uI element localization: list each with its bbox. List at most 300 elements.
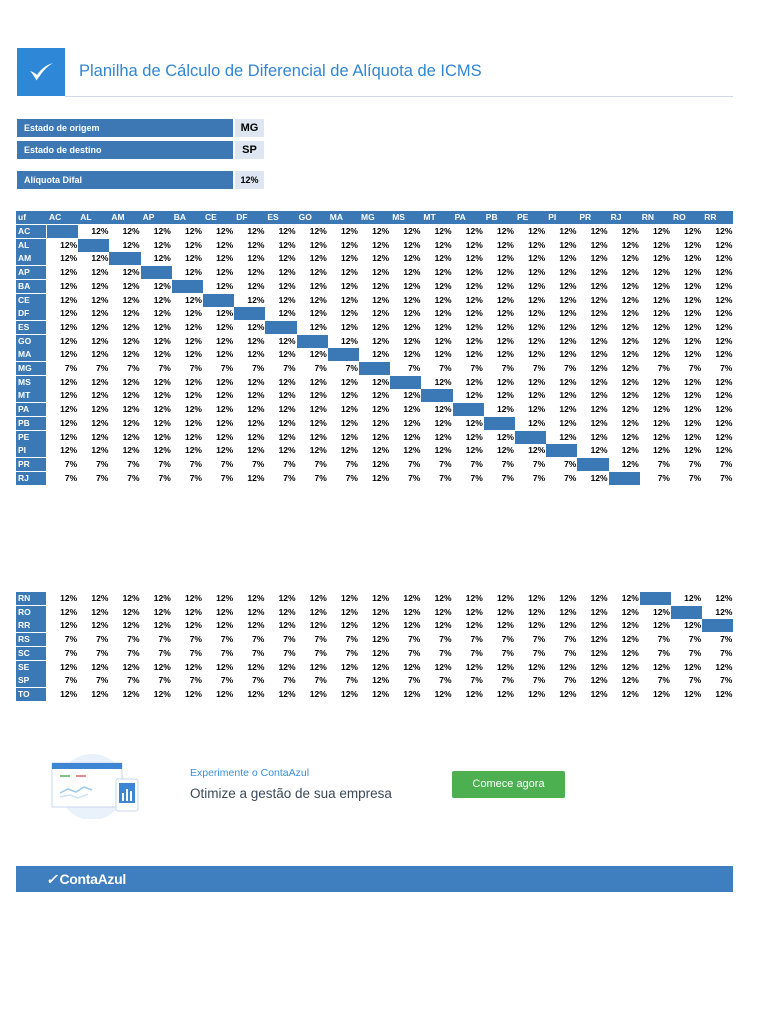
- table-cell: 12%: [652, 335, 670, 346]
- table-cell: 12%: [403, 390, 421, 401]
- table-cell: 12%: [528, 239, 546, 250]
- table-cell: 12%: [465, 335, 483, 346]
- table-cell: 12%: [496, 593, 514, 603]
- table-cell: 12%: [247, 267, 265, 278]
- table-cell: 12%: [465, 620, 483, 631]
- table-cell: 12%: [715, 606, 733, 617]
- table-cell: 12%: [403, 661, 421, 672]
- table-cell: 12%: [184, 335, 202, 346]
- table-cell: 7%: [532, 458, 546, 469]
- table-cell: 12%: [684, 390, 702, 401]
- column-header-am: AM: [111, 212, 125, 222]
- table-cell: 12%: [403, 688, 421, 699]
- table-cell: 7%: [220, 363, 234, 373]
- table-cell: 12%: [684, 417, 702, 428]
- table-cell: 7%: [252, 675, 265, 686]
- table-cell: 12%: [278, 253, 296, 264]
- table-cell: 12%: [153, 404, 171, 415]
- diagonal-cell: [453, 403, 484, 416]
- table-cell: 12%: [559, 593, 577, 603]
- table-cell: 12%: [684, 294, 702, 305]
- table-cell: 12%: [91, 445, 109, 456]
- table-cell: 12%: [465, 226, 483, 236]
- table-cell: 12%: [684, 404, 702, 415]
- table-cell: 12%: [465, 349, 483, 360]
- table-cell: 7%: [220, 472, 234, 483]
- table-cell: 12%: [340, 308, 358, 319]
- table-cell: 12%: [184, 688, 202, 699]
- table-cell: 7%: [345, 647, 358, 658]
- table-cell: 7%: [439, 634, 452, 645]
- table-cell: 7%: [64, 363, 78, 373]
- table-cell: 12%: [372, 226, 390, 236]
- table-cell: 7%: [127, 647, 140, 658]
- table-cell: 7%: [283, 675, 296, 686]
- row-label-ro: RO: [16, 606, 46, 619]
- table-cell: 12%: [91, 226, 109, 236]
- table-cell: 12%: [652, 606, 670, 617]
- table-cell: 12%: [278, 308, 296, 319]
- table-cell: 12%: [60, 253, 78, 264]
- table-cell: 7%: [283, 472, 296, 483]
- table-cell: 12%: [652, 294, 670, 305]
- table-cell: 12%: [184, 390, 202, 401]
- table-cell: 12%: [60, 661, 78, 672]
- table-cell: 7%: [657, 363, 670, 373]
- table-cell: 12%: [528, 376, 546, 387]
- table-cell: 12%: [91, 593, 109, 603]
- diagonal-cell: [328, 348, 359, 361]
- table-cell: 7%: [189, 472, 202, 483]
- table-cell: 12%: [496, 253, 514, 264]
- table-cell: 7%: [688, 363, 702, 373]
- table-cell: 7%: [439, 647, 452, 658]
- table-cell: 12%: [278, 620, 296, 631]
- table-cell: 12%: [559, 417, 577, 428]
- dashboard-devices-icon: [48, 751, 140, 819]
- table-cell: 12%: [247, 445, 265, 456]
- table-cell: 12%: [715, 445, 733, 456]
- column-header-rr: RR: [704, 212, 717, 222]
- table-cell: 12%: [715, 390, 733, 401]
- table-cell: 12%: [309, 417, 327, 428]
- table-cell: 12%: [496, 688, 514, 699]
- table-cell: 12%: [465, 593, 483, 603]
- table-cell: 12%: [590, 620, 608, 631]
- table-cell: 12%: [60, 294, 78, 305]
- table-cell: 12%: [91, 431, 109, 442]
- table-cell: 7%: [127, 675, 140, 686]
- row-label-pi: PI: [16, 444, 46, 457]
- table-cell: 12%: [216, 253, 234, 264]
- table-cell: 12%: [60, 688, 78, 699]
- column-header-ma: MA: [329, 212, 344, 222]
- origem-field[interactable]: MG: [235, 119, 264, 137]
- table-cell: 12%: [91, 267, 109, 278]
- start-now-button[interactable]: Comece agora: [452, 771, 565, 798]
- diagonal-cell: [109, 252, 140, 265]
- table-cell: 12%: [684, 267, 702, 278]
- table-cell: 12%: [559, 226, 577, 236]
- row-label-rr: RR: [16, 619, 46, 632]
- table-cell: 12%: [434, 404, 452, 415]
- table-cell: 12%: [184, 226, 202, 236]
- difal-value: 12%: [235, 171, 264, 189]
- table-cell: 12%: [652, 417, 670, 428]
- column-header-ac: AC: [49, 212, 62, 222]
- table-cell: 12%: [340, 688, 358, 699]
- table-cell: 7%: [345, 458, 358, 469]
- table-cell: 12%: [216, 404, 234, 415]
- table-cell: 12%: [621, 634, 639, 645]
- table-cell: 7%: [688, 472, 702, 483]
- row-label-rj: RJ: [16, 472, 46, 485]
- table-cell: 12%: [216, 308, 234, 319]
- table-cell: 12%: [652, 308, 670, 319]
- table-cell: 12%: [528, 606, 546, 617]
- table-cell: 7%: [64, 458, 78, 469]
- table-cell: 12%: [684, 335, 702, 346]
- table-cell: 12%: [372, 294, 390, 305]
- table-cell: 7%: [657, 634, 670, 645]
- table-cell: 12%: [153, 349, 171, 360]
- table-cell: 7%: [189, 647, 202, 658]
- table-cell: 12%: [590, 688, 608, 699]
- table-cell: 12%: [340, 239, 358, 250]
- table-cell: 12%: [340, 321, 358, 332]
- table-cell: 12%: [247, 390, 265, 401]
- row-label-pb: PB: [16, 417, 46, 430]
- column-header-ce: CE: [205, 212, 217, 222]
- table-cell: 12%: [684, 593, 702, 603]
- table-cell: 7%: [96, 675, 109, 686]
- row-label-ce: CE: [16, 294, 46, 307]
- table-cell: 12%: [528, 390, 546, 401]
- table-cell: 7%: [64, 472, 78, 483]
- table-cell: 12%: [153, 620, 171, 631]
- table-cell: 12%: [372, 431, 390, 442]
- table-cell: 12%: [340, 267, 358, 278]
- table-cell: 12%: [278, 226, 296, 236]
- table-cell: 12%: [309, 226, 327, 236]
- table-cell: 12%: [153, 688, 171, 699]
- table-cell: 12%: [621, 308, 639, 319]
- table-cell: 12%: [465, 294, 483, 305]
- table-cell: 12%: [684, 253, 702, 264]
- table-cell: 7%: [657, 647, 670, 658]
- table-cell: 12%: [715, 661, 733, 672]
- table-cell: 12%: [216, 688, 234, 699]
- column-header-pe: PE: [517, 212, 529, 222]
- table-cell: 12%: [621, 661, 639, 672]
- table-cell: 12%: [434, 280, 452, 291]
- table-cell: 12%: [309, 321, 327, 332]
- table-cell: 12%: [340, 445, 358, 456]
- table-cell: 12%: [715, 253, 733, 264]
- table-cell: 7%: [158, 472, 171, 483]
- table-cell: 12%: [372, 349, 390, 360]
- table-cell: 12%: [590, 675, 608, 686]
- column-header-pa: PA: [454, 212, 466, 222]
- table-cell: 7%: [532, 647, 546, 658]
- table-cell: 7%: [564, 458, 577, 469]
- table-cell: 7%: [408, 675, 421, 686]
- table-cell: 12%: [559, 390, 577, 401]
- diagonal-cell: [172, 280, 203, 293]
- table-cell: 12%: [60, 445, 78, 456]
- table-cell: 12%: [496, 661, 514, 672]
- table-cell: 12%: [278, 606, 296, 617]
- table-cell: 12%: [590, 472, 608, 483]
- table-cell: 12%: [309, 308, 327, 319]
- table-cell: 7%: [314, 675, 327, 686]
- table-cell: 12%: [216, 321, 234, 332]
- row-label-am: AM: [16, 252, 46, 265]
- table-cell: 12%: [715, 431, 733, 442]
- table-cell: 12%: [528, 417, 546, 428]
- table-cell: 12%: [715, 226, 733, 236]
- table-cell: 7%: [720, 675, 733, 686]
- table-cell: 12%: [216, 335, 234, 346]
- table-cell: 12%: [153, 280, 171, 291]
- table-cell: 7%: [96, 363, 109, 373]
- table-cell: 12%: [216, 390, 234, 401]
- table-cell: 12%: [559, 620, 577, 631]
- table-cell: 12%: [403, 349, 421, 360]
- table-cell: 12%: [91, 417, 109, 428]
- table-cell: 12%: [60, 267, 78, 278]
- table-cell: 12%: [309, 445, 327, 456]
- table-cell: 12%: [528, 688, 546, 699]
- row-label-ap: AP: [16, 266, 46, 279]
- table-cell: 12%: [496, 226, 514, 236]
- table-cell: 12%: [559, 606, 577, 617]
- table-cell: 12%: [559, 253, 577, 264]
- destino-label: Estado de destino: [17, 141, 233, 159]
- table-cell: 7%: [501, 647, 514, 658]
- table-cell: 12%: [434, 661, 452, 672]
- table-cell: 12%: [122, 417, 140, 428]
- row-label-sp: SP: [16, 674, 46, 687]
- table-cell: 12%: [528, 253, 546, 264]
- table-cell: 12%: [652, 267, 670, 278]
- table-cell: 12%: [184, 404, 202, 415]
- table-cell: 12%: [559, 308, 577, 319]
- table-cell: 12%: [122, 226, 140, 236]
- table-cell: 12%: [184, 239, 202, 250]
- table-cell: 12%: [122, 349, 140, 360]
- table-cell: 12%: [621, 321, 639, 332]
- table-cell: 12%: [403, 239, 421, 250]
- table-cell: 12%: [590, 634, 608, 645]
- diagonal-cell: [421, 389, 452, 402]
- table-cell: 12%: [309, 431, 327, 442]
- table-cell: 12%: [684, 445, 702, 456]
- table-cell: 12%: [403, 280, 421, 291]
- table-cell: 7%: [564, 675, 577, 686]
- column-header-rj: RJ: [610, 212, 622, 222]
- table-cell: 12%: [559, 431, 577, 442]
- table-cell: 12%: [247, 431, 265, 442]
- table-cell: 12%: [60, 335, 78, 346]
- table-cell: 12%: [122, 620, 140, 631]
- table-cell: 7%: [564, 647, 577, 658]
- table-cell: 12%: [590, 445, 608, 456]
- table-cell: 12%: [559, 404, 577, 415]
- table-cell: 7%: [314, 472, 327, 483]
- table-cell: 12%: [216, 267, 234, 278]
- table-cell: 12%: [559, 294, 577, 305]
- table-cell: 12%: [122, 267, 140, 278]
- table-cell: 12%: [684, 308, 702, 319]
- table-cell: 12%: [184, 431, 202, 442]
- table-cell: 12%: [153, 417, 171, 428]
- table-cell: 12%: [403, 253, 421, 264]
- promo-caption: Experimente o ContaAzul: [190, 767, 310, 779]
- table-cell: 7%: [470, 458, 483, 469]
- diagonal-cell: [141, 266, 172, 279]
- table-corner: uf: [18, 212, 27, 222]
- promo-headline: Otimize a gestão de sua empresa: [190, 786, 392, 801]
- table-cell: 12%: [465, 606, 483, 617]
- table-cell: 12%: [434, 239, 452, 250]
- table-cell: 12%: [652, 349, 670, 360]
- table-cell: 12%: [559, 239, 577, 250]
- table-cell: 12%: [309, 294, 327, 305]
- table-cell: 7%: [688, 634, 702, 645]
- table-cell: 12%: [184, 620, 202, 631]
- table-cell: 12%: [590, 239, 608, 250]
- table-cell: 12%: [60, 308, 78, 319]
- table-cell: 12%: [216, 280, 234, 291]
- table-cell: 12%: [372, 593, 390, 603]
- table-cell: 12%: [434, 606, 452, 617]
- table-cell: 7%: [439, 675, 452, 686]
- table-cell: 12%: [247, 620, 265, 631]
- table-cell: 12%: [403, 431, 421, 442]
- table-cell: 12%: [715, 376, 733, 387]
- table-cell: 12%: [403, 267, 421, 278]
- row-label-rs: RS: [16, 633, 46, 646]
- table-cell: 12%: [216, 593, 234, 603]
- table-cell: 12%: [621, 253, 639, 264]
- table-cell: 7%: [127, 363, 140, 373]
- table-cell: 12%: [621, 390, 639, 401]
- table-cell: 12%: [559, 349, 577, 360]
- table-cell: 12%: [465, 445, 483, 456]
- table-cell: 12%: [216, 445, 234, 456]
- table-cell: 12%: [216, 606, 234, 617]
- table-cell: 12%: [590, 431, 608, 442]
- table-cell: 12%: [684, 321, 702, 332]
- table-cell: 12%: [528, 593, 546, 603]
- table-cell: 12%: [372, 335, 390, 346]
- table-cell: 12%: [372, 661, 390, 672]
- table-cell: 12%: [590, 321, 608, 332]
- table-cell: 12%: [715, 267, 733, 278]
- table-cell: 12%: [122, 335, 140, 346]
- table-cell: 12%: [621, 606, 639, 617]
- table-cell: 12%: [247, 606, 265, 617]
- table-cell: 12%: [153, 226, 171, 236]
- table-cell: 12%: [340, 620, 358, 631]
- table-cell: 12%: [559, 376, 577, 387]
- table-cell: 7%: [564, 363, 577, 373]
- column-header-df: DF: [236, 212, 248, 222]
- table-cell: 7%: [532, 675, 546, 686]
- table-cell: 12%: [122, 308, 140, 319]
- row-label-al: AL: [16, 239, 46, 252]
- table-cell: 7%: [720, 472, 733, 483]
- column-header-pr: PR: [579, 212, 592, 222]
- table-cell: 7%: [283, 363, 296, 373]
- table-cell: 12%: [91, 280, 109, 291]
- table-cell: 12%: [684, 280, 702, 291]
- table-cell: 12%: [216, 239, 234, 250]
- diagonal-cell: [47, 225, 78, 238]
- footer-logo: [46, 871, 126, 888]
- table-cell: 12%: [496, 445, 514, 456]
- column-header-rn: RN: [641, 212, 655, 222]
- table-cell: 12%: [496, 267, 514, 278]
- diagonal-cell: [265, 321, 296, 334]
- table-cell: 7%: [532, 472, 546, 483]
- table-cell: 12%: [621, 417, 639, 428]
- table-cell: 12%: [590, 349, 608, 360]
- table-cell: 12%: [91, 390, 109, 401]
- table-cell: 12%: [309, 376, 327, 387]
- table-cell: 12%: [652, 321, 670, 332]
- diagonal-cell: [359, 362, 390, 375]
- diagonal-cell: [546, 444, 577, 457]
- table-cell: 12%: [465, 376, 483, 387]
- table-cell: 12%: [652, 376, 670, 387]
- table-cell: 7%: [470, 647, 483, 658]
- table-cell: 12%: [434, 226, 452, 236]
- table-cell: 12%: [403, 335, 421, 346]
- table-cell: 12%: [715, 308, 733, 319]
- row-label-ac: AC: [16, 225, 46, 238]
- row-label-pa: PA: [16, 403, 46, 416]
- table-cell: 12%: [434, 308, 452, 319]
- table-cell: 12%: [60, 390, 78, 401]
- table-cell: 12%: [621, 376, 639, 387]
- destino-field[interactable]: SP: [235, 141, 264, 159]
- table-cell: 7%: [720, 634, 733, 645]
- table-cell: 12%: [153, 294, 171, 305]
- table-cell: 7%: [158, 458, 171, 469]
- table-cell: 7%: [158, 675, 171, 686]
- table-cell: 12%: [184, 321, 202, 332]
- table-cell: 7%: [252, 634, 265, 645]
- table-cell: 12%: [559, 335, 577, 346]
- table-cell: 12%: [496, 294, 514, 305]
- table-cell: 12%: [247, 404, 265, 415]
- table-cell: 12%: [278, 445, 296, 456]
- table-cell: 12%: [60, 593, 78, 603]
- diagonal-cell: [297, 335, 328, 348]
- table-cell: 12%: [434, 267, 452, 278]
- table-cell: 12%: [247, 349, 265, 360]
- table-cell: 12%: [122, 593, 140, 603]
- table-cell: 7%: [345, 634, 358, 645]
- table-cell: 12%: [434, 620, 452, 631]
- table-cell: 7%: [688, 675, 702, 686]
- table-cell: 7%: [314, 647, 327, 658]
- table-cell: 12%: [652, 404, 670, 415]
- table-cell: 7%: [720, 363, 733, 373]
- checkmark-leaf-icon: [27, 60, 55, 84]
